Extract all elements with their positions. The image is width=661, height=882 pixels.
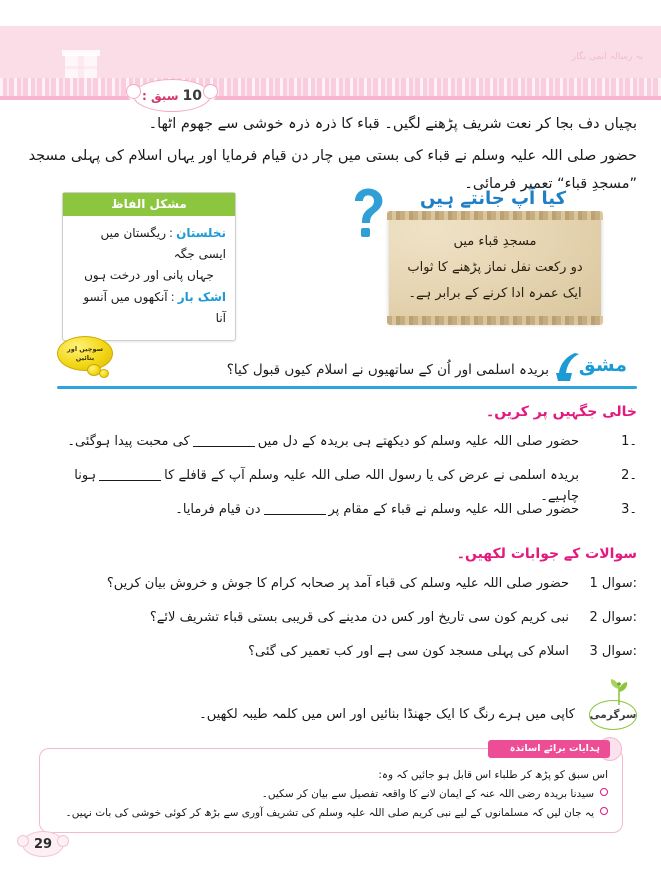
fill-blank-text-after: ہونا چاہیے۔ [74,468,579,504]
question-row [23,642,637,663]
teacher-note-lead: اس سبق کو پڑھ کر طلباء اس قابل ہو جائیں کہ وہ: [378,769,608,781]
scroll-line: مسجدِ قباء میں [453,234,537,249]
question-number: سوال 1: [589,576,637,591]
green-sprout-icon [606,677,632,705]
activity-section [23,700,637,730]
think-question-text: بریدہ اسلمی اور اُن کے ساتھیوں نے اسلام کیوں قبول کیا؟ [226,362,549,378]
activity-label: سرگرمی [589,709,637,721]
bullet-icon [600,807,608,815]
vocabulary-definition: آنکھوں میں آنسو آنا [83,290,226,326]
think-bubble-text [67,345,103,362]
think-bubble-body [57,336,113,371]
question-text: نبی کریم کون سی تاریخ اور کس دن مدینے کی قریبی بستی قباء تشریف لائے؟ [149,610,569,625]
vocabulary-box [62,192,236,341]
lesson-badge-content [133,79,211,112]
exercise-divider [57,386,637,389]
blank-line[interactable] [99,469,161,481]
header-rule [0,96,661,100]
scroll-line: ایک عمرہ ادا کرنے کے برابر ہے۔ [408,286,582,301]
did-you-know-title: کیا آپ جانتے ہیں [419,188,567,209]
fill-blank-row [23,432,637,453]
fill-blank-text-after: کی محبت پیدا ہوگئی۔ [67,434,190,449]
page-number-badge [22,831,64,857]
vocabulary-definition: ریگستان میں ایسی جگہ [100,226,226,261]
bullet-icon [600,788,608,796]
question-row [23,574,637,595]
teacher-note-item [52,785,608,803]
activity-badge [589,700,637,730]
question-text: حضور صلی اللہ علیہ وسلم کی قباء آمد پر صحابہ کرام کا جوش و خروش بیان کریں؟ [106,576,569,591]
vocabulary-entry [72,287,226,329]
vocabulary-definition-continued: جہاں پانی اور درخت ہوں [84,268,214,282]
question-mark-icon [349,184,389,240]
fill-blanks-heading: خالی جگہیں پر کریں۔ [485,404,637,420]
think-bubble-line-2: بتائیں [75,353,95,362]
fill-blank-text-before: حضور صلی اللہ علیہ وسلم کو دیکھتے ہی بریدہ کے دل میں [257,434,579,449]
fill-blank-row [23,500,637,521]
questions-heading: سوالات کے جوابات لکھیں۔ [456,546,637,562]
blank-line[interactable] [264,503,326,515]
fill-blank-number: 2۔ [621,468,637,483]
fill-blank-text [23,432,579,453]
did-you-know-scroll [389,214,601,322]
teacher-note-box [39,743,623,833]
think-bubble-line-1: سوچیں اور [67,345,103,354]
think-bubble-dot-small [99,369,109,378]
teacher-note-item [52,804,608,822]
teacher-note-item-text: سیدنا بریدہ رضی اللہ عنہ کے ایمان لانے کا واقعہ تفصیل سے بیان کر سکیں۔ [261,787,594,800]
did-you-know-scroll-text [397,229,592,307]
body-paragraph-1: بچیاں دف بجا کر نعت شریف پڑھنے لگیں۔ قباء کا ذرہ ذرہ خوشی سے جھوم اٹھا۔ [148,116,637,132]
vocabulary-title: مشکل الفاظ [63,193,235,216]
page-number: 29 [33,836,53,852]
question-number: سوال 2: [589,610,637,625]
question-number: سوال 3: [589,644,637,659]
lesson-label: سبق : [142,88,179,103]
fill-blank-text-before: بریدہ اسلمی نے عرض کی یا رسول اللہ صلی اللہ علیہ وسلم آپ کے قافلے کا [164,468,579,483]
lesson-number: 10 [182,87,202,104]
vocabulary-separator: : [169,226,174,240]
fill-blank-text-after: دن قیام فرمایا۔ [175,502,261,517]
teacher-note-item-text: یہ جان لیں کہ مسلمانوں کے لیے نبی کریم صلی اللہ علیہ وسلم کی تشریف آوری سے بڑھ کر کوئی خوشی کی بات نہیں۔ [65,807,594,820]
scroll-line: دو رکعت نفل نماز پڑھنے کا ثواب [407,260,583,275]
header-decorative-pattern [0,78,661,96]
fill-blank-text [23,500,579,521]
question-text: اسلام کی پہلی مسجد کون سی ہے اور کب تعمیر کی گئی؟ [248,644,569,659]
fill-blank-text-before: حضور صلی اللہ علیہ وسلم نے قباء کے مقام پر [328,502,579,517]
vocabulary-term: اشک بار [177,290,226,305]
activity-text: کاپی میں ہرے رنگ کا ایک جھنڈا بنائیں اور اس میں کلمہ طیبہ لکھیں۔ [199,706,575,722]
question-row [23,608,637,629]
exercise-title: مشق [578,354,627,376]
inkwell-pen-icon [553,352,583,382]
blank-line[interactable] [193,435,255,447]
vocabulary-entry [72,223,226,285]
fill-blank-number: 1۔ [621,434,637,449]
teacher-note-tag: ہدایات برائے اساتذہ [488,740,610,758]
vocabulary-term: نخلستان [176,226,226,240]
fill-blank-number: 3۔ [621,502,637,517]
think-bubble [57,336,111,376]
lesson-badge [133,79,211,112]
vocabulary-separator: : [170,290,175,305]
vocabulary-body [63,216,235,340]
corner-watermark-note: یہ رسالہ انمی نگار [571,52,643,62]
body-paragraph-2: حضور صلی اللہ علیہ وسلم نے قباء کی بستی میں چار دن قیام فرمایا اور یہاں اسلام کی پہلی مسجد ”مسجدِ قباء“ تعمیر فرمائی۔ [28,148,637,193]
